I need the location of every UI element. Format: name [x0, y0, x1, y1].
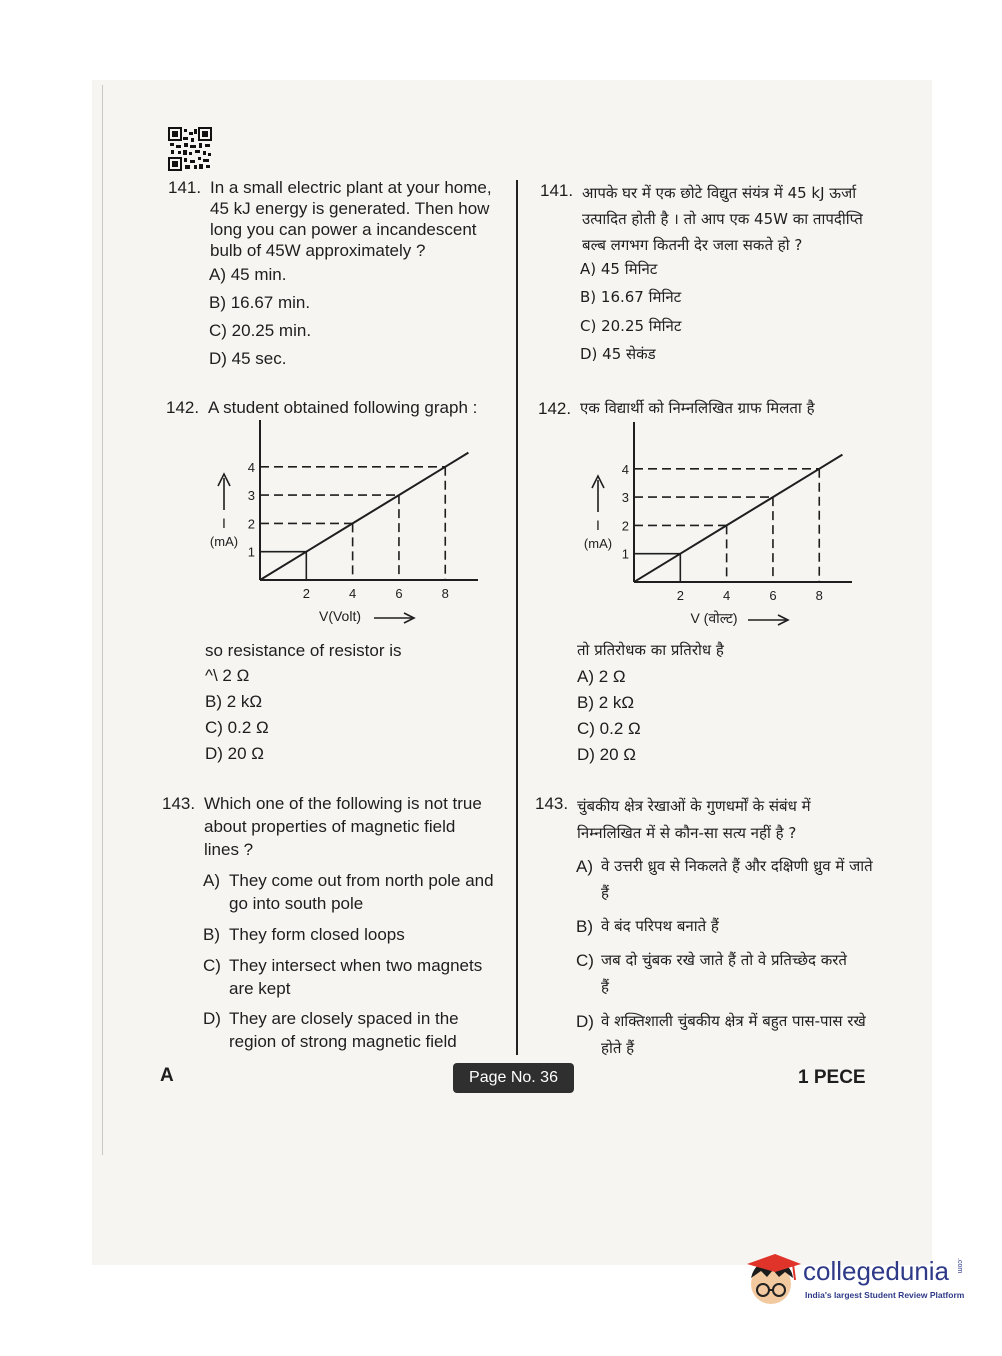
y-tick-label: 1 [621, 546, 629, 562]
option-letter: D) [576, 1012, 594, 1031]
y-axis-unit: (mA) [583, 536, 613, 551]
option-text: They are closely spaced in the region of strong magnetic field [229, 1009, 459, 1051]
option-letter: D) [203, 1009, 221, 1028]
option-letter: B) [576, 917, 593, 936]
option-b: B) 16.67 मिनिट [580, 288, 682, 306]
option-text: वे बंद परिपथ बनाते हैं [601, 917, 719, 935]
iv-graph-en [198, 418, 488, 633]
x-tick-label: 6 [395, 586, 403, 601]
option-letter: B) [203, 925, 220, 944]
question-text: Which one of the following is not true about properties of magnetic field lines ? [204, 794, 482, 859]
x-tick-label: 2 [676, 588, 684, 603]
option-text: वे उत्तरी ध्रुव से निकलते हैं और दक्षिणी ध्रुव में जाते हैं [601, 857, 873, 902]
y-tick-label: 2 [247, 516, 255, 532]
option-b: B) 16.67 min. [209, 293, 311, 312]
option-c: C) 20.25 min. [209, 321, 312, 340]
option-d: D) 45 sec. [209, 349, 287, 368]
option-d: D) 20 Ω [577, 745, 637, 764]
option-text: जब दो चुंबक रखे जाते हैं तो वे प्रतिच्छेद करते हैं [601, 951, 847, 996]
option-a: A) 2 Ω [577, 667, 626, 686]
y-axis-symbol: I [222, 515, 226, 531]
question-number: 143. [535, 794, 569, 813]
question-text: आपके घर में एक छोटे विद्युत संयंत्र में 45 kJ ऊर्जा उत्पादित होती है । तो आप एक 45W का तापदीप्ति बल्ब लगभग कितनी देर जला सकते हो ? [582, 184, 863, 254]
data-series-line [634, 455, 842, 582]
question-number: 142. [538, 399, 572, 418]
y-tick-label: 4 [247, 459, 255, 475]
question-number: 141. [168, 178, 202, 197]
x-tick-label: 4 [349, 586, 357, 601]
question-text: In a small electric plant at your home, 45 kJ energy is generated. Then how long you can power a incandescent bulb of 45W approximately ? [210, 178, 492, 260]
option-c: C) 0.2 Ω [205, 718, 269, 737]
y-tick-label: 3 [247, 488, 255, 504]
x-tick-label: 4 [723, 588, 731, 603]
question-text: एक विद्यार्थी को निम्नलिखित ग्राफ मिलता है [580, 399, 815, 417]
option-text: They form closed loops [229, 925, 405, 944]
y-tick-label: 2 [621, 518, 629, 534]
iv-graph-hi [572, 420, 862, 635]
x-axis-label: V(Volt) [318, 608, 362, 624]
x-tick-label: 8 [815, 588, 823, 603]
option-text: They intersect when two magnets are kept [229, 956, 483, 998]
y-axis-symbol: I [596, 517, 600, 533]
y-tick-label: 1 [247, 544, 255, 560]
option-d: D) 20 Ω [205, 744, 265, 763]
option-letter: A) [576, 857, 593, 876]
option-a: A) 45 min. [209, 265, 287, 284]
y-tick-label: 3 [621, 490, 629, 506]
option-text: They come out from north pole and go into south pole [229, 871, 494, 913]
option-letter: A) [203, 871, 220, 890]
option-a: A) 45 मिनिट [580, 260, 658, 278]
data-series-line [260, 453, 468, 580]
option-letter: C) [203, 956, 221, 975]
question-followup: तो प्रतिरोधक का प्रतिरोध है [577, 641, 724, 659]
question-number: 141. [540, 181, 574, 200]
page-margin-line [102, 85, 103, 1155]
question-followup: so resistance of resistor is [205, 641, 402, 660]
question-text: A student obtained following graph : [208, 398, 478, 417]
set-code: A [160, 1065, 174, 1086]
x-tick-label: 8 [441, 586, 449, 601]
option-letter: C) [576, 951, 594, 970]
paper-code: 1 PECE [798, 1067, 866, 1088]
column-divider [516, 180, 518, 1055]
option-d: D) 45 सेकंड [580, 345, 656, 363]
option-a: ^\ 2 Ω [205, 666, 250, 685]
option-text: वे शक्तिशाली चुंबकीय क्षेत्र में बहुत पास-पास रखे होते हैं [601, 1012, 866, 1057]
option-c: C) 0.2 Ω [577, 719, 641, 738]
x-axis-label: V (वोल्ट) [690, 610, 738, 626]
page-number-badge: Page No. 36 [453, 1063, 574, 1093]
mascot-logo-icon [745, 1250, 803, 1310]
brand-name: collegedunia [803, 1256, 950, 1286]
brand-suffix: .com [956, 1258, 963, 1274]
x-tick-label: 2 [302, 586, 310, 601]
option-b: B) 2 kΩ [577, 693, 635, 712]
question-number: 143. [162, 794, 196, 813]
collegedunia-watermark [745, 1250, 970, 1310]
option-b: B) 2 kΩ [205, 692, 263, 711]
question-text: चुंबकीय क्षेत्र रेखाओं के गुणधर्मों के संबंध में निम्नलिखित में से कौन-सा सत्य नहीं है ? [577, 797, 811, 842]
question-number: 142. [166, 398, 200, 417]
y-axis-unit: (mA) [209, 534, 239, 549]
option-c: C) 20.25 मिनिट [580, 317, 682, 335]
qr-code-icon [168, 127, 212, 171]
x-tick-label: 6 [769, 588, 777, 603]
brand-tagline: India's largest Student Review Platform [805, 1290, 965, 1300]
y-tick-label: 4 [621, 461, 629, 477]
